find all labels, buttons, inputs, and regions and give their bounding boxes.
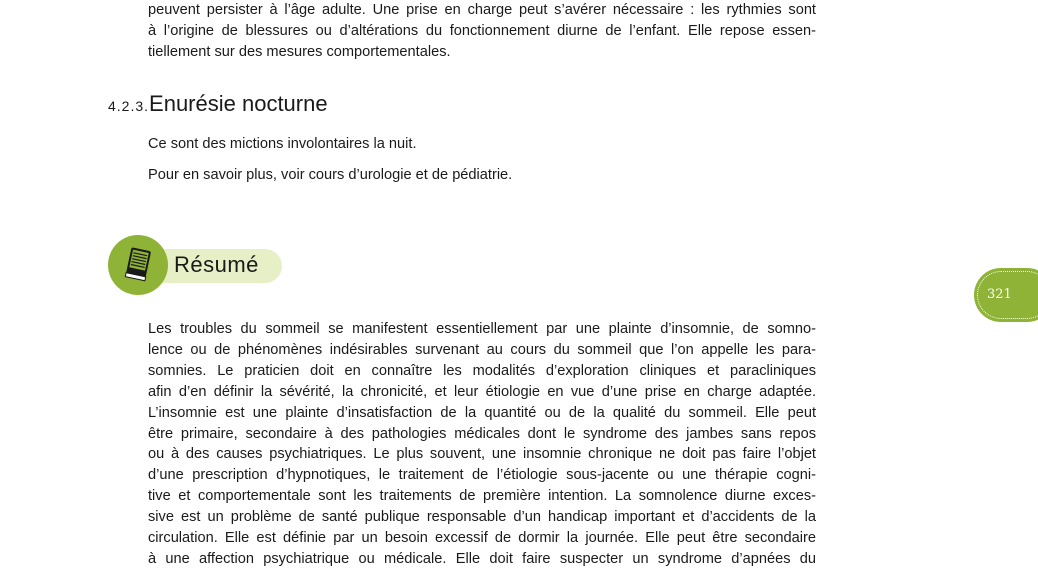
section-number: 4.2.3. <box>108 98 150 114</box>
section-title: Enurésie nocturne <box>149 91 328 116</box>
resume-line: sive est un problème de santé publique responsable d’un handicap important et d’accidents de la <box>148 509 816 526</box>
resume-paragraph <box>148 319 816 570</box>
resume-title: Résumé <box>174 252 259 277</box>
intro-line: tiellement sur des mesures comportementales. <box>148 43 451 60</box>
intro-paragraph <box>148 0 816 63</box>
section-paragraph: Pour en savoir plus, voir cours d’urologie et de pédiatrie. <box>148 167 513 183</box>
resume-line: Les troubles du sommeil se manifestent essentiellement par une plainte d’insomnie, de somno- <box>148 321 816 337</box>
book-icon <box>120 245 156 285</box>
section-heading <box>108 90 328 118</box>
resume-badge <box>108 235 284 295</box>
resume-line: somnies. Le praticien doit en connaître les modalités d’exploration cliniques et paracliniques <box>148 362 816 379</box>
resume-line: tive et comportementale sont les traitements de première intention. La somnolence diurne exces- <box>148 488 816 505</box>
resume-circle <box>108 235 168 295</box>
resume-line: circulation. Elle est définie par un besoin excessif de dormir la journée. Elle peut être secondaire <box>148 530 816 547</box>
intro-line: à l’origine de blessures ou d’altérations du fonctionnement diurne de l’enfant. Elle repose essen- <box>148 22 816 39</box>
resume-line: d’une prescription d’hypnotiques, le traitement de l’étiologie sous-jacente ou une thérapie cogni- <box>148 467 816 484</box>
resume-line: L’insomnie est une plainte d’insatisfaction de la quantité ou de la qualité du sommeil. Elle peut <box>148 404 816 421</box>
resume-line: être primaire, secondaire à des pathologies médicales dont le syndrome des jambes sans repos <box>148 425 816 442</box>
resume-line: ou à des causes psychiatriques. Le plus souvent, une insomnie chronique ne doit pas faire l’objet <box>148 446 816 463</box>
section-paragraph: Ce sont des mictions involontaires la nuit. <box>148 136 417 152</box>
page-number-tab <box>974 268 1038 322</box>
resume-line: à une affection psychiatrique ou médicale. Elle doit faire suspecter un syndrome d’apnées du <box>148 550 816 567</box>
intro-line: peuvent persister à l’âge adulte. Une prise en charge peut s’avérer nécessaire : les rythmies sont <box>148 2 816 18</box>
resume-line: lence ou de phénomènes indésirables survenant au cours du sommeil que l’on appelle les para- <box>148 341 816 358</box>
resume-line: afin d’en définir la sévérité, la chronicité, et leur étiologie en vue d’une prise en charge adaptée. <box>148 383 816 400</box>
page-number: 321 <box>987 287 1012 302</box>
